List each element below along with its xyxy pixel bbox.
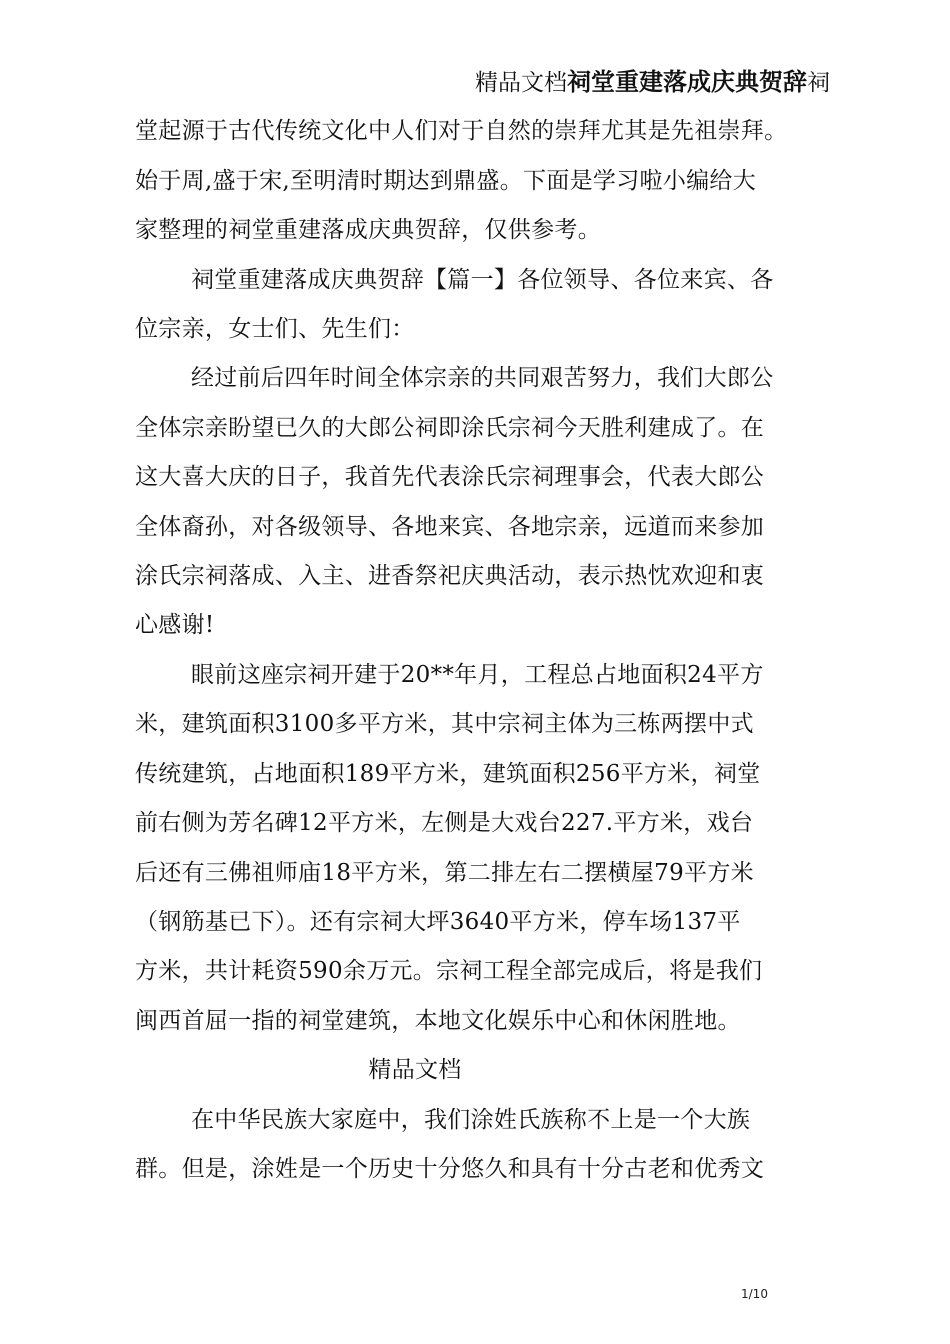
text-line: 心感谢! bbox=[135, 612, 215, 639]
text-line: 堂起源于古代传统文化中人们对于自然的崇拜尤其是先祖崇拜。 bbox=[135, 118, 788, 145]
text-line: 在中华民族大家庭中，我们涂姓氏族称不上是一个大族 bbox=[191, 1106, 751, 1133]
page-number: 1/10 bbox=[741, 1287, 768, 1301]
text-line: 前右侧为芳名碑12平方米，左侧是大戏台227.平方米，戏台 bbox=[135, 810, 754, 837]
text-line: 方米，共计耗资590余万元。宗祠工程全部完成后，将是我们 bbox=[135, 958, 763, 985]
text-line: 涂氏宗祠落成、入主、进香祭祀庆典活动，表示热忱欢迎和衷 bbox=[135, 563, 765, 590]
text-line: 家整理的祠堂重建落成庆典贺辞，仅供参考。 bbox=[135, 217, 601, 244]
text-line: 传统建筑，占地面积189平方米，建筑面积256平方米，祠堂 bbox=[135, 760, 761, 787]
text-line: 后还有三佛祖师庙18平方米，第二排左右二摆横屋79平方米 bbox=[135, 859, 754, 886]
text-line: 群。但是，涂姓是一个历史十分悠久和具有十分古老和优秀文 bbox=[135, 1155, 765, 1182]
text-line: 祠堂重建落成庆典贺辞【篇一】各位领导、各位来宾、各 bbox=[191, 266, 774, 293]
text-line: 全体宗亲盼望已久的大郎公祠即涂氏宗祠今天胜利建成了。在 bbox=[135, 414, 765, 441]
text-line: 始于周,盛于宋,至明清时期达到鼎盛。下面是学习啦小编给大 bbox=[135, 167, 757, 194]
header-suffix: 祠 bbox=[807, 70, 830, 96]
text-line: 经过前后四年时间全体宗亲的共同艰苦努力，我们大郎公 bbox=[191, 365, 774, 392]
text-line: 米，建筑面积3100多平方米，其中宗祠主体为三栋两摆中式 bbox=[135, 711, 754, 738]
text-line: 这大喜大庆的日子，我首先代表涂氏宗祠理事会，代表大郎公 bbox=[135, 464, 765, 491]
document-title: 祠堂重建落成庆典贺辞 bbox=[567, 68, 807, 96]
document-body bbox=[135, 58, 835, 1194]
text-line: （钢筋基已下）。还有宗祠大坪3640平方米，停车场137平 bbox=[135, 908, 741, 935]
text-line: 全体裔孙，对各级领导、各地来宾、各地宗亲，远道而来参加 bbox=[135, 513, 765, 540]
header-prefix: 精品文档 bbox=[475, 70, 567, 96]
text-line: 位宗亲，女士们、先生们： bbox=[135, 316, 415, 343]
text-line: 闽西首屈一指的祠堂建筑，本地文化娱乐中心和休闲胜地。 bbox=[135, 1007, 741, 1034]
text-line: 眼前这座宗祠开建于20**年月，工程总占地面积24平方 bbox=[191, 661, 764, 688]
watermark-caption: 精品文档 bbox=[368, 1057, 462, 1084]
